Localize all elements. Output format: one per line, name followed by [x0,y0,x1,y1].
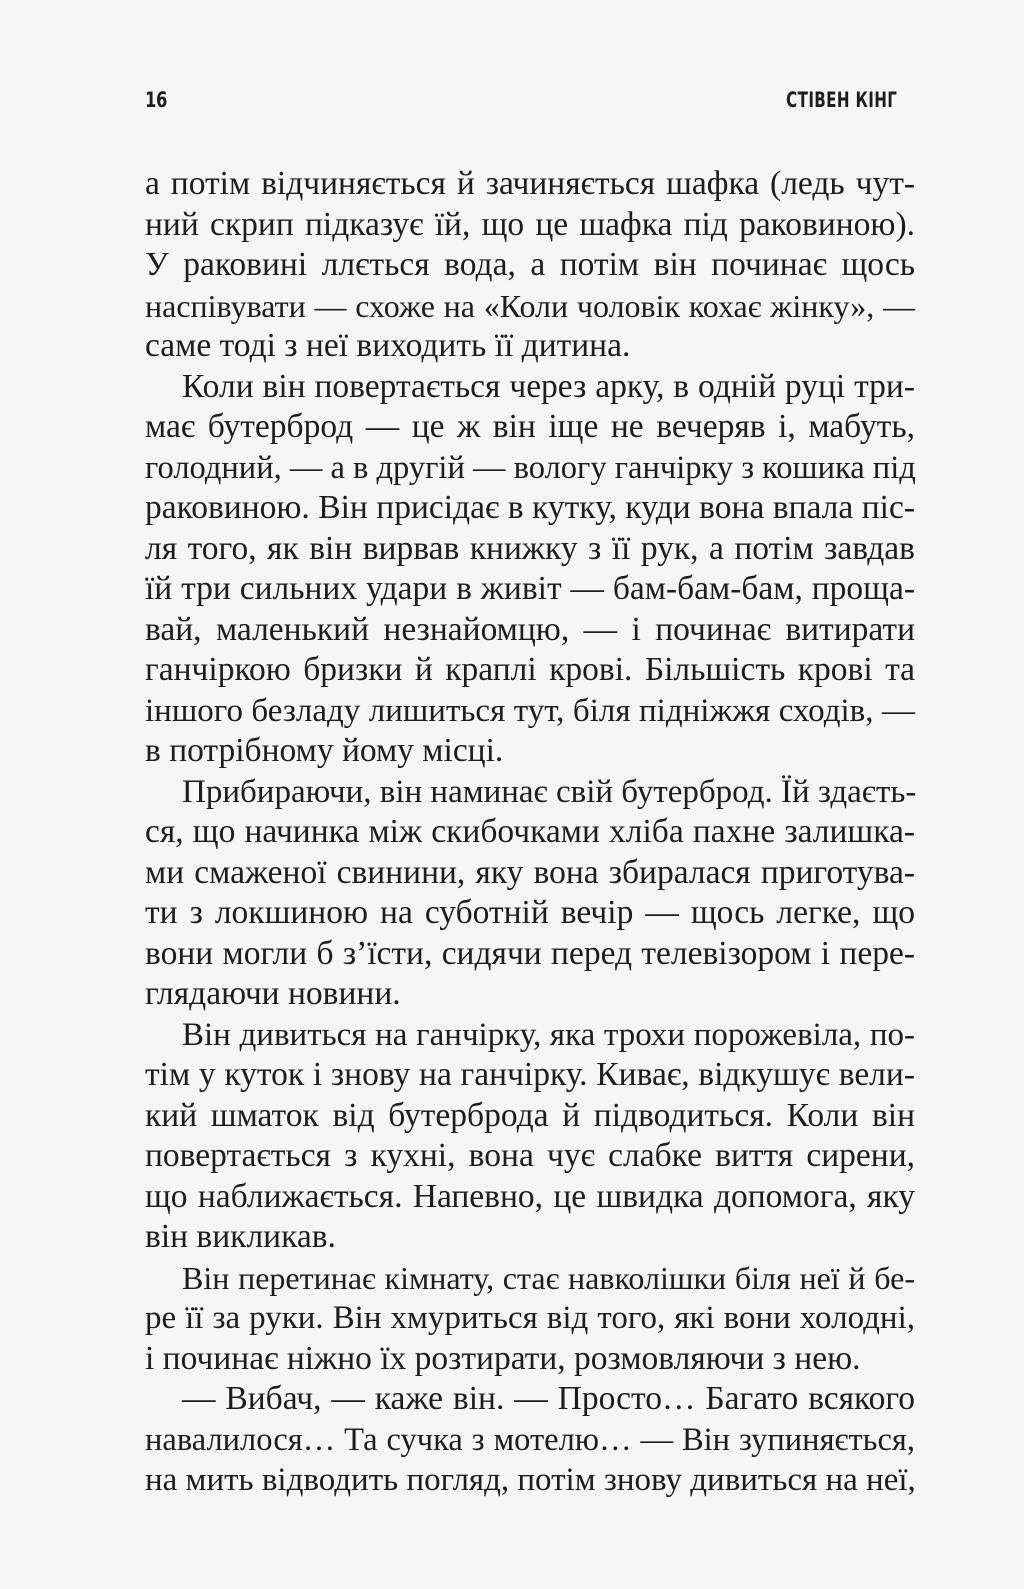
text-line: У раковині ллється вода, а потім він починає щось [145,246,915,283]
text-line: іншого безладу лишиться тут, біля підніжжя сходів, — [145,692,915,729]
text-line: він викликав. [145,1218,336,1255]
text-line: в потрібному йому місці. [145,732,504,769]
text-line: їй три сильних удари в живіт — бам-бам-бам, проща- [145,570,915,607]
text-line: голодний, — а в другій — вологу ганчірку з кошика під [145,449,916,486]
text-line: Він дивиться на ганчірку, яка трохи порожевіла, по- [182,1016,915,1053]
text-line: ми смаженої свинини, яку вона збиралася приготува- [145,853,915,891]
text-line: ти з локшиною на суботній вечір — щось легке, що [145,894,915,931]
text-line: вай, маленький незнайомцю, — і починає витирати [145,610,915,648]
text-line: ля того, як він вирвав книжку з її рук, а потім завдав [145,529,915,567]
text-line: ний скрип підказує їй, що це шафка під раковиною). [145,205,915,243]
body-text [145,164,915,1501]
text-line: саме тоді з неї виходить її дитина. [145,327,631,364]
text-line: наспівувати — схоже на «Коли чоловік кохає жінку», — [145,287,915,324]
text-line: Він перетинає кімнату, стає навколішки біля неї й бе- [182,1259,915,1296]
text-line: має бутерброд — це ж він іще не вечеряв і, мабуть, [145,408,915,445]
running-head-author: СТІВЕН КІНГ [785,88,897,112]
text-line: Коли він повертається через арку, в одній руці три- [182,367,915,405]
text-line: навалилося… Та сучка з мотелю… — Він зупиняється, [145,1421,915,1458]
text-line: ганчіркою бризки й краплі крові. Більшість крові та [145,651,915,688]
page-number: 16 [145,88,168,112]
text-line: і починає ніжно їх розтирати, розмовляючи з нею. [145,1339,861,1377]
text-line: повертається з кухні, вона чує слабке виття сирени, [145,1137,915,1174]
text-line: — Вибач, — каже він. — Просто… Багато всякого [182,1380,915,1417]
text-line: вони могли б з’їсти, сидячи перед телевізором і пере- [145,934,915,972]
text-line: кий шматок від бутерброда й підводиться. Коли він [145,1096,915,1134]
text-line: на мить відводить погляд, потім знову дивиться на неї, [145,1462,916,1498]
page-header [145,88,897,128]
text-line: а потім відчиняється й зачиняється шафка (ледь чут- [145,165,915,202]
text-line: ре її за руки. Він хмуриться від того, які вони холодні, [145,1300,915,1336]
text-line: ся, що начинка між скибочками хліба пахне залишка- [145,813,915,850]
text-line: глядаючи новини. [145,975,401,1012]
text-line: тім у куток і знову на ганчірку. Киває, відкушує вели- [145,1056,915,1093]
text-line: раковиною. Він присідає в кутку, куди вона впала піс- [145,489,915,526]
text-line: що наближається. Напевно, це швидка допомога, яку [145,1177,915,1215]
text-line: Прибираючи, він наминає свій бутерброд. Їй здаєть- [182,773,917,810]
